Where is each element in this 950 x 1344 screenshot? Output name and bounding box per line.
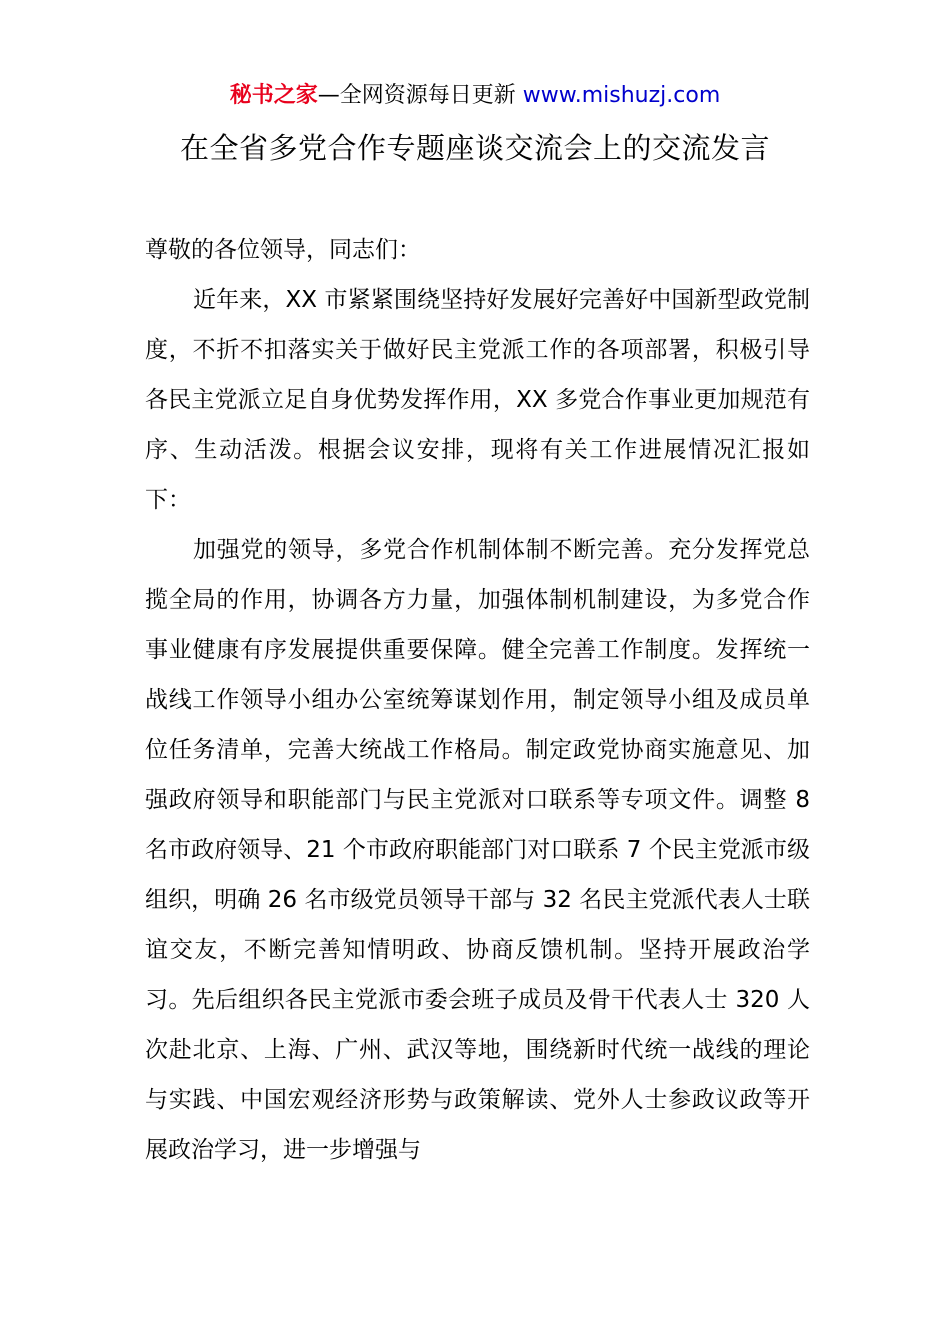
document-body (145, 225, 810, 1175)
paragraph-party-leadership: 加强党的领导，多党合作机制体制不断完善。充分发挥党总揽全局的作用，协调各方力量，加强体制机制建设，为多党合作事业健康有序发展提供重要保障。健全完善工作制度。发挥统一战线工作领导小组办公室统筹谋划作用，制定领导小组及成员单位任务清单，完善大统战工作格局。制定政党协商实施意见、加强政府领导和职能部门与民主党派对口联系等专项文件。调整 8 名市政府领导、21 个市政府职能部门对口联系 7 个民主党派市级组织，明确 26 名市级党员领导干部与 32 名民主党派代表人士联谊交友，不断完善知情明政、协商反馈机制。坚持开展政治学习。先后组织各民主党派市委会班子成员及骨干代表人士 320 人次赴北京、上海、广州、武汉等地，围绕新时代统一战线的理论与实践、中国宏观经济形势与政策解读、党外人士参政议政等开展政治学习，进一步增强与 (145, 537, 810, 1163)
site-tagline: —全网资源每日更新 (317, 83, 523, 108)
site-brand: 秘书之家 (229, 83, 318, 108)
document-title: 在全省多党合作专题座谈交流会上的交流发言 (179, 131, 770, 165)
paragraph-intro: 近年来，XX 市紧紧围绕坚持好发展好完善好中国新型政党制度，不折不扣落实关于做好民主党派工作的各项部署，积极引导各民主党派立足自身优势发挥作用，XX 多党合作事业更加规范有序、生动活泼。根据会议安排，现将有关工作进展情况汇报如下： (145, 287, 810, 513)
site-url-link[interactable]: www.mishuzj.com (522, 83, 721, 108)
salutation: 尊敬的各位领导，同志们： (145, 237, 421, 263)
site-header (0, 80, 950, 112)
